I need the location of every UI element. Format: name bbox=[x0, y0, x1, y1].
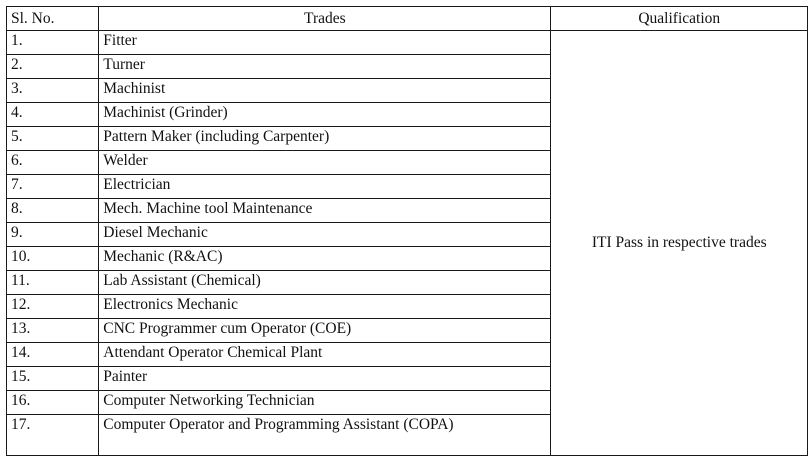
trade-cell: Machinist (Grinder) bbox=[99, 103, 551, 127]
trade-cell: CNC Programmer cum Operator (COE) bbox=[99, 319, 551, 343]
table-row bbox=[7, 31, 808, 55]
sl-no-cell: 13. bbox=[7, 319, 99, 343]
header-qualification: Qualification bbox=[551, 7, 808, 31]
sl-no-cell: 6. bbox=[7, 151, 99, 175]
sl-no-cell: 2. bbox=[7, 55, 99, 79]
trade-cell: Electronics Mechanic bbox=[99, 295, 551, 319]
sl-no-cell: 17. bbox=[7, 415, 99, 456]
sl-no-cell: 16. bbox=[7, 391, 99, 415]
sl-no-cell: 14. bbox=[7, 343, 99, 367]
trade-cell: Mech. Machine tool Maintenance bbox=[99, 199, 551, 223]
sl-no-cell: 10. bbox=[7, 247, 99, 271]
qualification-cell: ITI Pass in respective trades bbox=[551, 31, 808, 456]
trade-cell: Machinist bbox=[99, 79, 551, 103]
trade-cell: Electrician bbox=[99, 175, 551, 199]
header-row bbox=[7, 7, 808, 31]
trade-cell: Pattern Maker (including Carpenter) bbox=[99, 127, 551, 151]
trades-qualification-table bbox=[6, 6, 808, 456]
trade-cell: Turner bbox=[99, 55, 551, 79]
sl-no-cell: 9. bbox=[7, 223, 99, 247]
trade-cell: Mechanic (R&AC) bbox=[99, 247, 551, 271]
trade-cell: Fitter bbox=[99, 31, 551, 55]
sl-no-cell: 4. bbox=[7, 103, 99, 127]
trade-cell: Attendant Operator Chemical Plant bbox=[99, 343, 551, 367]
sl-no-cell: 8. bbox=[7, 199, 99, 223]
trade-cell: Welder bbox=[99, 151, 551, 175]
trade-cell: Painter bbox=[99, 367, 551, 391]
trade-cell: Computer Operator and Programming Assistant (COPA) bbox=[99, 415, 551, 456]
sl-no-cell: 7. bbox=[7, 175, 99, 199]
header-sl-no: Sl. No. bbox=[7, 7, 99, 31]
sl-no-cell: 11. bbox=[7, 271, 99, 295]
header-trades: Trades bbox=[99, 7, 551, 31]
sl-no-cell: 15. bbox=[7, 367, 99, 391]
trade-cell: Lab Assistant (Chemical) bbox=[99, 271, 551, 295]
sl-no-cell: 12. bbox=[7, 295, 99, 319]
trade-cell: Diesel Mechanic bbox=[99, 223, 551, 247]
sl-no-cell: 3. bbox=[7, 79, 99, 103]
sl-no-cell: 5. bbox=[7, 127, 99, 151]
sl-no-cell: 1. bbox=[7, 31, 99, 55]
trade-cell: Computer Networking Technician bbox=[99, 391, 551, 415]
